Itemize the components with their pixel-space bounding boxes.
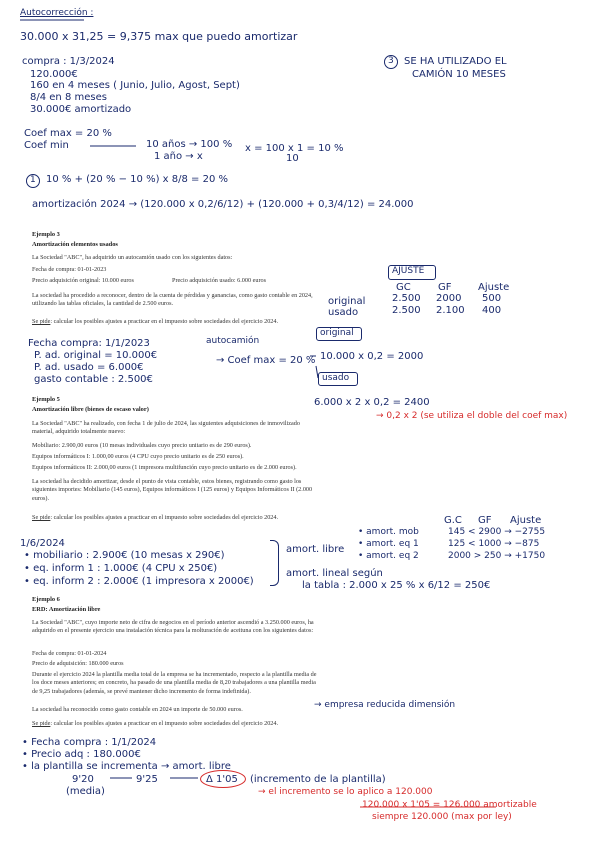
ej6-p1: La Sociedad "ABC", cuyo importe neto de cifra de negocios en el período anterior ascendió a 3.250.000 euros, ha adquirido en el presente ejercicio una instalación técnica para la molturación de aceituna con los siguientes datos: — [32, 619, 314, 635]
calc-usado: 6.000 x 2 x 0,2 = 2400 — [314, 397, 430, 408]
notes-compra: compra : 1/3/2024 — [22, 56, 115, 67]
ej6-v1: 9'20 — [72, 774, 94, 785]
side-note-1: SE HA UTILIZADO EL — [404, 56, 507, 67]
ej6-media: (media) — [66, 786, 105, 797]
ej6-bullet-1: Fecha de compra: 01-01-2024 — [32, 650, 107, 657]
red-note-doble: → 0,2 x 2 (se utiliza el doble del coef max) — [376, 411, 568, 421]
notes-line-1: 30.000 x 31,25 = 9,375 max que puedo amortizar — [20, 30, 298, 43]
se-pide-text: : calcular los posibles ajustes a practicar en el impuesto sobre sociedades del ejercicio 2024. — [50, 318, 279, 325]
ej5-bullet-3: Equipos informáticos II: 2.000,00 euros (1 impresora multifunción cuyo precio unitario es de 2.000 euros). — [32, 464, 297, 471]
ej5-p1: La Sociedad "ABC" ha realizado, con fecha 1 de julio de 2024, las siguientes adquisiciones de inmovilizado material, adquirido totalmente nuevo: — [32, 420, 300, 436]
notes-title: Autocorrección : — [20, 8, 94, 18]
calc-original: 10.000 x 0,2 = 2000 — [320, 351, 424, 362]
ej3-p-original: P. ad. original = 10.000€ — [34, 350, 158, 361]
ej5-heading: Ejemplo 5 — [32, 396, 60, 403]
ej3-coef: → Coef max = 20 % — [216, 355, 316, 366]
ajuste-cell: 2000 — [436, 293, 462, 304]
ej5-row-label: • amort. eq 2 — [358, 551, 419, 561]
ej5-item-3: • eq. inform 2 : 2.000€ (1 impresora x 2000€) — [24, 576, 254, 587]
calc-line-1: 10 % + (20 % − 10 %) x 8/8 = 20 % — [46, 174, 229, 185]
ajuste-cell: 500 — [482, 293, 502, 304]
se-pide-label: Se pide — [32, 514, 51, 521]
coef-min: Coef min — [24, 140, 69, 151]
ajuste-cell: 2.100 — [436, 305, 465, 316]
ej6-p3: La sociedad ha reconocido como gasto contable en 2024 un importe de 50.000 euros. — [32, 706, 243, 713]
ej6-v2: 9'25 — [136, 774, 158, 785]
ej6-subheading: ERD: Amortización libre — [32, 606, 101, 613]
x-denominator: 10 — [286, 153, 299, 164]
usado-label: usado — [322, 373, 350, 383]
ej3-bullet-2a: Precio adquisición original: 10.000 euros — [32, 277, 134, 284]
ej6-bullet-2: Precio de adquisición: 180.000 euros — [32, 660, 124, 667]
ej5-date: 1/6/2024 — [20, 538, 65, 549]
ej5-amort-lineal: amort. lineal según — [286, 568, 383, 579]
ej5-bullet-1: Mobiliario: 2.900,00 euros (10 mesas individuales cuyo precio unitario es de 290 euros). — [32, 442, 252, 449]
coef-max: Coef max = 20 % — [24, 128, 112, 139]
ajuste-cell: 2.500 — [392, 293, 421, 304]
fraction-top: 10 años → 100 % — [146, 139, 233, 150]
se-pide-text: : calcular los posibles ajustes a practicar en el impuesto sobre sociedades del ejercicio 2024. — [50, 514, 279, 521]
ej5-row-value: 125 < 1000 → −875 — [448, 539, 540, 549]
notes-coste: 120.000€ — [30, 69, 78, 80]
ej3-p1: La Sociedad "ABC", ha adquirido un autocamión usado con los siguientes datos: — [32, 254, 233, 261]
ajuste-cell: 400 — [482, 305, 502, 316]
ej6-red-1: → el incremento se lo aplico a 120.000 — [258, 787, 433, 797]
ej5-header-ajuste: Ajuste — [510, 515, 542, 526]
ej6-delta: Δ 1'05 — [206, 774, 238, 785]
fraction-bottom: 1 año → x — [154, 151, 203, 162]
ej6-incremento: (incremento de la plantilla) — [250, 774, 386, 785]
se-pide-text: : calcular los posibles ajustes a practicar en el impuesto sobre sociedades del ejercicio 2024. — [50, 720, 279, 727]
ajuste-header-ajuste: Ajuste — [478, 282, 510, 293]
notes-amortizado: 30.000€ amortizado — [30, 104, 132, 115]
ajuste-cell: 2.500 — [392, 305, 421, 316]
notes-meses: 160 en 4 meses ( Junio, Julio, Agost, Sept) — [30, 80, 240, 91]
se-pide-label: Se pide — [32, 720, 51, 727]
ej5-row-label: • amort. eq 1 — [358, 539, 419, 549]
ej3-subheading: Amortización elementos usados — [32, 241, 118, 248]
ej5-tabla: la tabla : 2.000 x 25 % x 6/12 = 250€ — [302, 580, 491, 591]
ej5-p2: La sociedad ha decidido amortizar, desde el punto de vista contable, estos bienes, registrando como gasto los siguientes importes: Mobiliario (145 euros), Equipos informáticos I (125 euros) y Equipos Informáticos II (2.000 euros). — [32, 478, 313, 502]
ej5-header-gf: GF — [478, 515, 492, 526]
ej3-heading: Ejemplo 3 — [32, 231, 60, 238]
ej5-row-value: 2000 > 250 → +1750 — [448, 551, 546, 561]
ej5-amort-libre: amort. libre — [286, 544, 345, 555]
ej5-row-label: • amort. mob — [358, 527, 419, 537]
ej3-p-usado: P. ad. usado = 6.000€ — [34, 362, 144, 373]
ajuste-header-gc: GC — [396, 282, 411, 293]
ej5-bullet-2: Equipos informáticos I: 1.000,00 euros (4 CPU cuyo precio unitario es de 250 euros). — [32, 453, 244, 460]
notes-line-b: 8/4 en 8 meses — [30, 92, 107, 103]
circled-number-label: 3 — [388, 56, 394, 66]
ajuste-header-gf: GF — [438, 282, 452, 293]
ajuste-row-label: original — [328, 296, 366, 307]
ej5-row-value: 145 < 2900 → −2755 — [448, 527, 546, 537]
ej3-p2: La sociedad ha procedido a reconocer, dentro de la cuenta de pérdidas y ganancias, como gasto contable en 2024, utilizando las tablas oficiales, la cantidad de 2.500 euros. — [32, 292, 313, 308]
ej3-autocamion: autocamión — [206, 336, 260, 346]
ej6-p2: Durante el ejercicio 2024 la plantilla media total de la empresa se ha incrementado, respecto a la plantilla media de los doce meses anteriores; en concreto, ha pasado de una plantilla media de 8,20 trabajadores a una plantilla media de 9,25 trabajadores (además, se prevé mantener dicho incremento de forma indefinida). — [32, 671, 317, 695]
ej6-precio: • Precio adq : 180.000€ — [22, 749, 141, 760]
x-equation: x = 100 x 1 = 10 % — [245, 143, 344, 154]
ej5-subheading: Amortización libre (bienes de escaso valor) — [32, 406, 149, 413]
ej3-bullet-1: Fecha de compra: 01-01-2023 — [32, 266, 107, 273]
ej5-item-2: • eq. inform 1 : 1.000€ (4 CPU x 250€) — [24, 563, 218, 574]
ej6-plantilla: • la plantilla se incrementa → amort. libre — [22, 761, 231, 772]
side-note-2: CAMIÓN 10 MESES — [412, 69, 506, 80]
original-label: original — [320, 328, 354, 338]
ej6-heading: Ejemplo 6 — [32, 596, 60, 603]
amort-2024: amortización 2024 → (120.000 x 0,2/6/12) + (120.000 + 0,3/4/12) = 24.000 — [32, 199, 414, 210]
ej5-item-1: • mobiliario : 2.900€ (10 mesas x 290€) — [24, 550, 225, 561]
se-pide-label: Se pide — [32, 318, 51, 325]
ej6-red-3: siempre 120.000 (max por ley) — [372, 812, 512, 822]
ej6-red-2: 120.000 x 1'05 = 126.000 amortizable — [362, 800, 537, 810]
ej6-side-note: → empresa reducida dimensión — [314, 700, 456, 710]
ajuste-title: AJUSTE — [392, 266, 425, 276]
ej3-gasto: gasto contable : 2.500€ — [34, 374, 153, 385]
ajuste-row-label: usado — [328, 307, 359, 318]
ej3-bullet-2b: Precio adquisición usado: 6.000 euros — [172, 277, 266, 284]
ej3-fecha-compra: Fecha compra: 1/1/2023 — [28, 338, 150, 349]
ej6-fecha: • Fecha compra : 1/1/2024 — [22, 737, 157, 748]
ej5-header-gc: G.C — [444, 515, 462, 526]
circled-number-label: 1 — [30, 175, 36, 185]
